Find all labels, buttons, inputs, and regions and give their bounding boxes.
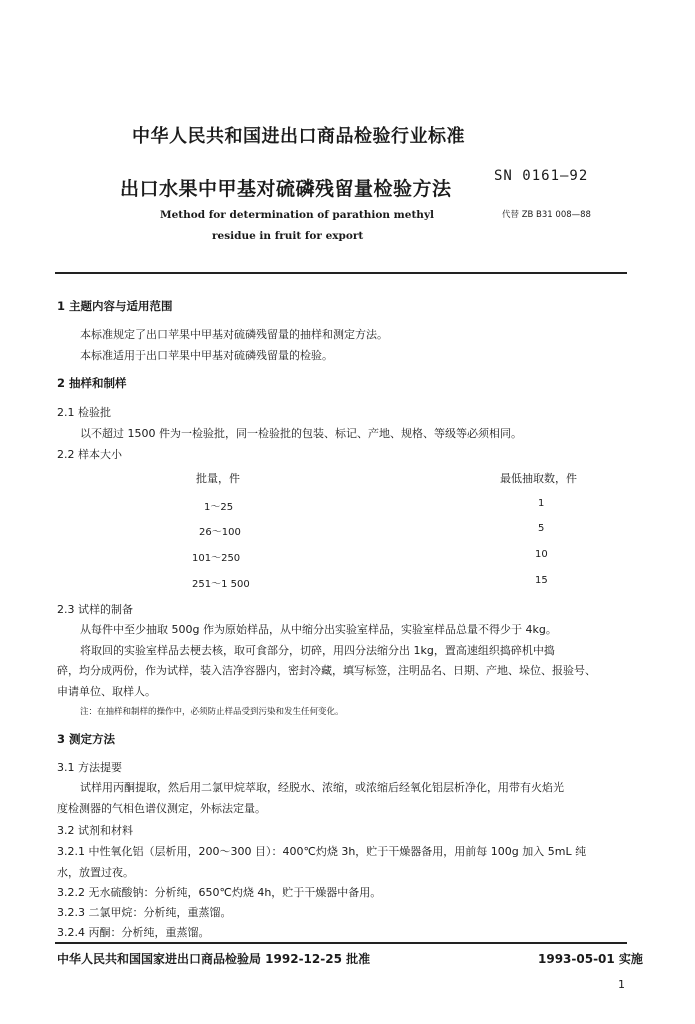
- section-3-2-heading: 3.2 试剂和材料: [57, 824, 133, 837]
- section-2-1-text: 以不超过 1500 件为一检验批，同一检验批的包装、标记、产地、规格、等级等必须相同。: [80, 427, 522, 440]
- section-3-1-paragraph-line-1: 试样用丙酮提取，然后用二氯甲烷萃取，经脱水、浓缩，或浓缩后经氧化铝层析净化，用带有火焰光: [80, 781, 564, 794]
- table-cell: 10: [535, 549, 548, 560]
- section-3-1-paragraph-line-2: 度检测器的气相色谱仪测定，外标法定量。: [57, 802, 266, 815]
- standard-code: SN 0161—92: [494, 168, 589, 184]
- section-2-3-paragraph-2-line-3: 申请单位、取样人。: [57, 685, 156, 698]
- section-3-2-4: 3.2.4 丙酮：分析纯，重蒸馏。: [57, 926, 210, 939]
- table-cell: 1～25: [204, 502, 234, 513]
- section-2-3-heading: 2.3 试样的制备: [57, 603, 133, 616]
- table-cell: 5: [538, 523, 545, 534]
- section-2-3-note: 注：在抽样和制样的操作中，必须防止样品受到污染和发生任何变化。: [80, 707, 344, 717]
- table-cell: 101～250: [192, 553, 241, 564]
- standard-category-title: 中华人民共和国进出口商品检验行业标准: [132, 126, 465, 147]
- section-1-paragraph-2: 本标准适用于出口苹果中甲基对硫磷残留量的检验。: [80, 349, 333, 362]
- section-2-3-paragraph-1: 从每件中至少抽取 500g 作为原始样品，从中缩分出实验室样品，实验室样品总量不得少于 4kg。: [80, 623, 557, 636]
- section-2-1-heading: 2.1 检验批: [57, 406, 111, 419]
- section-3-1-heading: 3.1 方法提要: [57, 761, 122, 774]
- table-header-lot-size: 批量，件: [196, 472, 240, 485]
- section-3-2-3: 3.2.3 二氯甲烷：分析纯，重蒸馏。: [57, 906, 232, 919]
- section-1-paragraph-1: 本标准规定了出口苹果中甲基对硫磷残留量的抽样和测定方法。: [80, 328, 388, 341]
- header-divider: [55, 272, 627, 274]
- section-2-heading: 2 抽样和制样: [57, 376, 127, 390]
- table-cell: 251～1 500: [192, 579, 250, 590]
- table-cell: 1: [538, 498, 545, 509]
- approval-statement: 中华人民共和国国家进出口商品检验局 1992-12-25 批准: [57, 952, 371, 966]
- table-cell: 26～100: [199, 527, 241, 538]
- section-3-2-1-line-1: 3.2.1 中性氧化铝（层析用，200～300 目）：400℃灼烧 3h，贮于干燥器备用，用前每 100g 加入 5mL 纯: [57, 845, 587, 858]
- section-1-heading: 1 主题内容与适用范围: [57, 299, 173, 313]
- table-cell: 15: [535, 575, 548, 586]
- section-2-3-paragraph-2-line-1: 将取回的实验室样品去梗去核，取可食部分，切碎，用四分法缩分出 1kg，置高速组织捣碎机中捣: [80, 644, 555, 657]
- english-title-line-1: Method for determination of parathion methyl: [160, 209, 435, 221]
- section-2-2-heading: 2.2 样本大小: [57, 448, 122, 461]
- page-number: 1: [618, 978, 625, 991]
- replaces-standard: 代替 ZB B31 008—88: [502, 210, 591, 220]
- table-header-min-samples: 最低抽取数，件: [500, 472, 577, 485]
- section-3-2-1-line-2: 水，放置过夜。: [57, 866, 134, 879]
- section-2-3-paragraph-2-line-2: 碎，均分成两份，作为试样，装入洁净容器内，密封冷藏，填写标签，注明品名、日期、产地、垛位、报验号、: [57, 664, 596, 677]
- section-3-2-2: 3.2.2 无水硫酸钠：分析纯，650℃灼烧 4h，贮于干燥器中备用。: [57, 886, 382, 899]
- effective-date: 1993-05-01 实施: [538, 952, 643, 966]
- section-3-heading: 3 测定方法: [57, 732, 116, 746]
- footer-divider: [55, 942, 627, 944]
- document-title: 出口水果中甲基对硫磷残留量检验方法: [120, 178, 452, 200]
- english-title-line-2: residue in fruit for export: [212, 230, 364, 242]
